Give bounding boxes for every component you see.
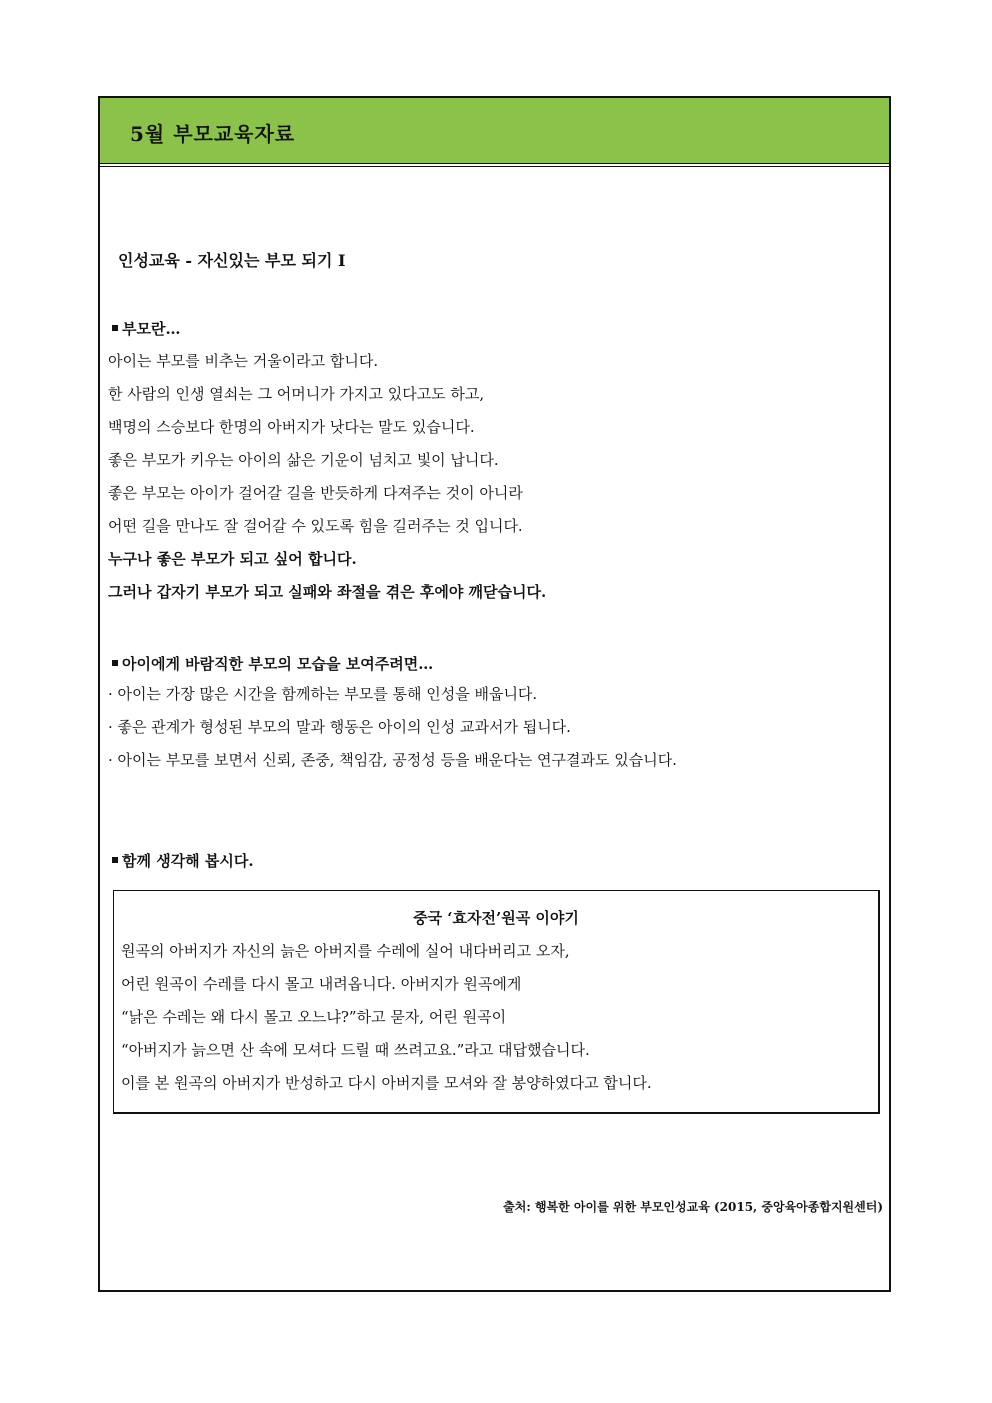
story-line: “낡은 수레는 왜 다시 몰고 오느냐?”하고 묻자, 어린 원곡이 — [121, 1008, 507, 1026]
subtitle: 인성교육 - 자신있는 부모 되기 Ⅰ — [118, 251, 346, 270]
bullet-line: · 아이는 가장 많은 시간을 함께하는 부모를 통해 인성을 배웁니다. — [108, 685, 538, 703]
bullet-square-icon — [112, 660, 118, 666]
body-line: 한 사람의 인생 열쇠는 그 어머니가 가지고 있다고도 하고, — [108, 385, 485, 403]
body-line-bold: 그러나 갑자기 부모가 되고 실패와 좌절을 겪은 후에야 깨닫습니다. — [108, 583, 547, 601]
document-frame — [98, 96, 891, 1292]
story-line: 어린 원곡이 수레를 다시 몰고 내려옵니다. 아버지가 원곡에게 — [121, 975, 522, 993]
section-body-parents — [108, 345, 546, 609]
section-heading-text: 아이에게 바람직한 부모의 모습을 보여주려면… — [122, 655, 434, 673]
section-heading-text: 함께 생각해 봅시다. — [122, 852, 254, 870]
page-title: 5월 부모교육자료 — [130, 122, 296, 146]
story-line: 이를 본 원곡의 아버지가 반성하고 다시 아버지를 모셔와 잘 봉양하였다고 합니다. — [121, 1074, 652, 1092]
story-box — [113, 890, 880, 1114]
header-divider — [100, 166, 889, 167]
body-line: 아이는 부모를 비추는 거울이라고 합니다. — [108, 352, 379, 370]
section-heading-good-parent — [112, 653, 433, 674]
body-line: 어떤 길을 만나도 잘 걸어갈 수 있도록 힘을 길러주는 것 입니다. — [108, 517, 523, 535]
section-body-good-parent — [108, 678, 677, 777]
body-line: 좋은 부모는 아이가 걸어갈 길을 반듯하게 다져주는 것이 아니라 — [108, 484, 523, 502]
source-citation: 출처: 행복한 아이를 위한 부모인성교육 (2015, 중앙육아종합지원센터) — [503, 1200, 883, 1214]
header-band — [100, 98, 889, 164]
body-line-bold: 누구나 좋은 부모가 되고 싶어 합니다. — [108, 550, 357, 568]
story-title: 중국 ‘효자전’원곡 이야기 — [413, 909, 579, 927]
bullet-line: · 아이는 부모를 보면서 신뢰, 존중, 책임감, 공정성 등을 배운다는 연구결과도 있습니다. — [108, 751, 677, 769]
story-line: 원곡의 아버지가 자신의 늙은 아버지를 수레에 실어 내다버리고 오자, — [121, 942, 570, 960]
bullet-line: · 좋은 관계가 형성된 부모의 말과 행동은 아이의 인성 교과서가 됩니다. — [108, 718, 571, 736]
story-body — [121, 935, 652, 1100]
body-line: 좋은 부모가 키우는 아이의 삶은 기운이 넘치고 빛이 납니다. — [108, 451, 499, 469]
section-heading-text: 부모란… — [122, 320, 181, 338]
body-line: 백명의 스승보다 한명의 아버지가 낫다는 말도 있습니다. — [108, 418, 475, 436]
bullet-square-icon — [112, 325, 118, 331]
bullet-square-icon — [112, 857, 118, 863]
story-line: “아버지가 늙으면 산 속에 모셔다 드릴 때 쓰려고요.”라고 대답했습니다. — [121, 1041, 590, 1059]
section-heading-parents — [112, 318, 180, 339]
section-heading-think-together — [112, 850, 254, 871]
